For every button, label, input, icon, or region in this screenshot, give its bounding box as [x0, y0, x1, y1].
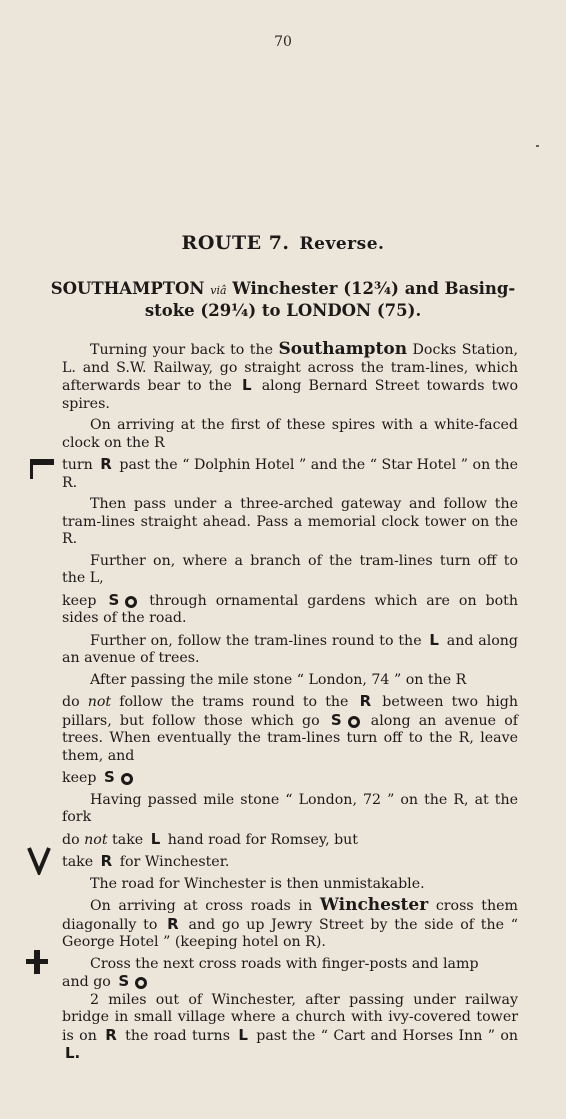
- paragraph: turn R past the “ Dolphin Hotel ” and the “ Star Hotel ” on the R.: [62, 455, 518, 491]
- fork-sign-icon: [26, 845, 52, 875]
- straight-symbol: S: [104, 768, 115, 786]
- paragraph: keep S through ornamental gardens which are on both sides of the road.: [62, 590, 518, 626]
- route-title: [0, 232, 566, 254]
- straight-symbol: S: [108, 590, 120, 609]
- straight-symbol: S: [118, 972, 130, 990]
- paragraph: take R for Winchester.: [62, 852, 230, 870]
- left-symbol: L: [150, 829, 161, 848]
- right-symbol: R: [100, 852, 113, 870]
- page-number: 70: [274, 34, 292, 50]
- right-symbol: R: [105, 1025, 117, 1044]
- route-directions: [62, 341, 518, 1064]
- left-symbol: L: [238, 1025, 248, 1044]
- paragraph: After passing the mile stone “ London, 74 ” on the R: [90, 671, 467, 688]
- straight-symbol: S: [330, 710, 342, 729]
- town-name: Winchester: [319, 895, 429, 915]
- via-word: viâ: [210, 284, 227, 297]
- left-symbol: L: [429, 630, 439, 649]
- turn-right-sign-icon: [28, 457, 56, 481]
- route-number: ROUTE 7.: [181, 232, 290, 254]
- ink-speck: [536, 145, 539, 147]
- origin-town: SOUTHAMPTON: [50, 279, 205, 298]
- paragraph: do not take L hand road for Romsey, but: [62, 829, 359, 848]
- left-symbol: L.: [65, 1044, 81, 1062]
- paragraph: Cross the next cross roads with finger-posts and lamp: [90, 955, 479, 972]
- right-symbol: R: [100, 455, 112, 473]
- right-symbol: R: [167, 914, 179, 933]
- circle-icon: [348, 716, 360, 728]
- subtitle-line-1: [0, 279, 566, 301]
- circle-icon: [125, 596, 137, 608]
- paragraph: The road for Winchester is then unmistakable.: [90, 875, 425, 892]
- paragraph: Further on, follow the tram-lines round to the L and along an avenue of trees.: [62, 630, 519, 666]
- circle-icon: [135, 977, 147, 989]
- paragraph: On arriving at the first of these spires with a white-faced clock on the R: [62, 417, 518, 451]
- right-symbol: R: [359, 692, 372, 710]
- paragraph: keep S: [62, 769, 518, 788]
- left-symbol: L: [242, 376, 252, 394]
- subtitle-line-2: stoke (29¼) to LONDON (75).: [144, 301, 422, 320]
- crossroads-sign-icon: [24, 948, 50, 976]
- paragraph: 2 miles out of Winchester, after passing under railway bridge in small village where a church with ivy-covered tower is on R the road turns L past the “ Cart and Horses Inn ” on L.: [62, 991, 519, 1062]
- paragraph: On arriving at cross roads in Winchester cross them diagonally to R and go up Jewry Street by the side of the “ George Hotel ” (keeping hotel on R).: [62, 895, 519, 950]
- paragraph: and go S: [62, 973, 518, 992]
- town-name: Southampton: [278, 339, 408, 359]
- paragraph: do not follow the trams round to the R between two high pillars, but follow those which go S along an avenue of trees. When eventually the tram-lines turn off to the R, leave them, and: [62, 692, 519, 764]
- paragraph: Then pass under a three-arched gateway and follow the tram-lines straight ahead. Pass a memorial clock tower on the R.: [62, 496, 518, 547]
- paragraph: Further on, where a branch of the tram-lines turn off to the L,: [62, 552, 518, 586]
- route-subtitle: [0, 279, 566, 321]
- route-direction: Reverse.: [299, 234, 385, 254]
- paragraph: Having passed mile stone “ London, 72 ” on the R, at the fork: [62, 791, 518, 825]
- paragraph: Turning your back to the Southampton Docks Station, L. and S.W. Railway, go straight across the tram-lines, which afterwards bear to the L along Bernard Street towards two spires.: [62, 339, 519, 412]
- subtitle-part: Winchester (12¾) and Basing-: [232, 279, 516, 298]
- circle-icon: [121, 773, 133, 785]
